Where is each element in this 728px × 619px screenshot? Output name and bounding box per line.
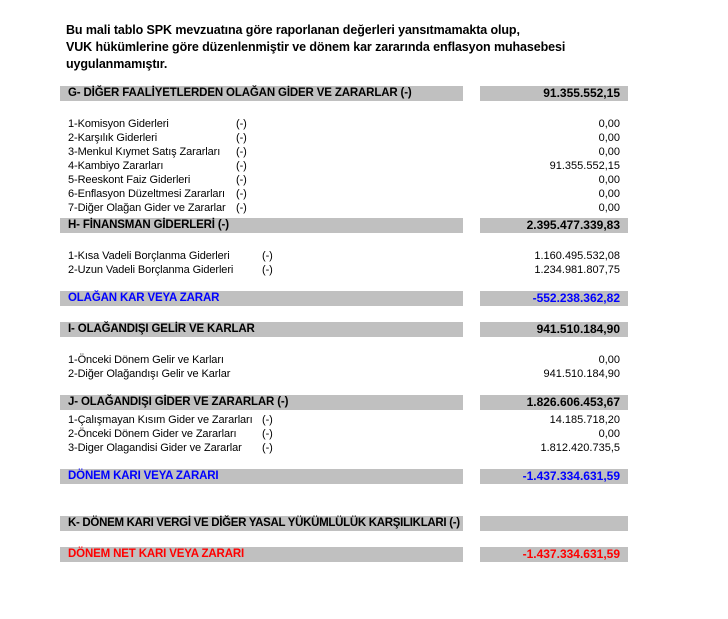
ordinary-profit-row bbox=[60, 291, 660, 306]
spacer bbox=[60, 381, 660, 395]
line-item-name: 4-Kambiyo Zararları bbox=[68, 160, 164, 172]
line-item-name: 5-Reeskont Faiz Giderleri bbox=[68, 174, 191, 186]
spacer bbox=[60, 484, 660, 504]
spacer bbox=[60, 306, 660, 322]
line-item-value: 91.355.552,15 bbox=[549, 160, 620, 172]
line-item-name: 1-Kısa Vadeli Borçlanma Giderleri bbox=[68, 250, 230, 262]
section-h-value: 2.395.477.339,83 bbox=[480, 218, 628, 233]
line-item-label bbox=[60, 367, 463, 381]
line-item-value: 0,00 bbox=[598, 118, 620, 130]
line-item-name: 3-Diger Olagandisi Gider ve Zararlar bbox=[68, 442, 242, 454]
negative-marker: (-) bbox=[236, 146, 247, 158]
line-item-value: 0,00 bbox=[598, 354, 620, 366]
section-i-label: I- OLAĞANDIŞI GELİR VE KARLAR bbox=[60, 322, 463, 337]
line-item-value: 0,00 bbox=[598, 132, 620, 144]
net-profit-value: -1.437.334.631,59 bbox=[480, 547, 628, 562]
table-row bbox=[60, 201, 660, 215]
line-item-value: 0,00 bbox=[598, 174, 620, 186]
spacer bbox=[60, 531, 660, 547]
line-item-label bbox=[60, 173, 463, 187]
section-j-value: 1.826.606.453,67 bbox=[480, 395, 628, 410]
table-row bbox=[60, 263, 660, 277]
line-item-label bbox=[60, 263, 463, 277]
table-row bbox=[60, 117, 660, 131]
line-item-label bbox=[60, 187, 463, 201]
section-heading-j bbox=[60, 395, 660, 410]
line-item-value: 1.812.420.735,5 bbox=[540, 442, 620, 454]
period-profit-row bbox=[60, 469, 660, 484]
ordinary-profit-value: -552.238.362,82 bbox=[480, 291, 628, 306]
period-profit-value: -1.437.334.631,59 bbox=[480, 469, 628, 484]
line-item-label bbox=[60, 413, 463, 427]
table-row bbox=[60, 159, 660, 173]
table-row bbox=[60, 173, 660, 187]
line-item-label bbox=[60, 353, 463, 367]
table-row bbox=[60, 427, 660, 441]
line-item-value: 941.510.184,90 bbox=[543, 368, 620, 380]
line-item-value: 1.160.495.532,08 bbox=[534, 250, 620, 262]
section-g-label: G- DİĞER FAALİYETLERDEN OLAĞAN GİDER VE ZARARLAR (-) bbox=[60, 86, 463, 101]
negative-marker: (-) bbox=[262, 442, 273, 454]
negative-marker: (-) bbox=[262, 414, 273, 426]
section-i-value: 941.510.184,90 bbox=[480, 322, 628, 337]
section-heading-k bbox=[60, 516, 660, 531]
section-j-label: J- OLAĞANDIŞI GİDER VE ZARARLAR (-) bbox=[60, 395, 463, 410]
line-item-name: 1-Çalışmayan Kısım Gider ve Zararları bbox=[68, 414, 253, 426]
line-item-label bbox=[60, 201, 463, 215]
disclaimer-line-2: VUK hükümlerine göre düzenlenmiştir ve dönem kar zararında enflasyon muhasebesi bbox=[66, 40, 566, 54]
negative-marker: (-) bbox=[236, 132, 247, 144]
ordinary-profit-label: OLAĞAN KAR VEYA ZARAR bbox=[60, 291, 463, 306]
section-h-label: H- FİNANSMAN GİDERLERİ (-) bbox=[60, 218, 463, 233]
negative-marker: (-) bbox=[262, 250, 273, 262]
line-item-label bbox=[60, 249, 463, 263]
line-item-label bbox=[60, 131, 463, 145]
negative-marker: (-) bbox=[236, 118, 247, 130]
line-item-name: 2-Diğer Olağandışı Gelir ve Karlar bbox=[68, 368, 231, 380]
net-profit-row bbox=[60, 547, 660, 562]
spacer bbox=[60, 233, 660, 249]
line-item-label bbox=[60, 145, 463, 159]
statement-table bbox=[60, 86, 660, 562]
table-row bbox=[60, 145, 660, 159]
table-row bbox=[60, 367, 660, 381]
section-heading-i bbox=[60, 322, 660, 337]
section-heading-g bbox=[60, 86, 660, 101]
line-item-value: 0,00 bbox=[598, 428, 620, 440]
table-row bbox=[60, 131, 660, 145]
net-profit-label: DÖNEM NET KARI VEYA ZARARI bbox=[60, 547, 463, 562]
table-row bbox=[60, 413, 660, 427]
negative-marker: (-) bbox=[262, 264, 273, 276]
spacer bbox=[60, 277, 660, 291]
line-item-name: 2-Önceki Dönem Gider ve Zararları bbox=[68, 428, 237, 440]
negative-marker: (-) bbox=[236, 160, 247, 172]
line-item-label bbox=[60, 441, 463, 455]
negative-marker: (-) bbox=[236, 188, 247, 200]
line-item-label bbox=[60, 117, 463, 131]
negative-marker: (-) bbox=[262, 428, 273, 440]
section-k-label: K- DÖNEM KARI VERGİ VE DİĞER YASAL YÜKÜMLÜLÜK KARŞILIKLARI (-) bbox=[60, 516, 463, 531]
spacer bbox=[60, 101, 660, 117]
line-item-name: 6-Enflasyon Düzeltmesi Zararları bbox=[68, 188, 225, 200]
line-item-name: 2-Karşılık Giderleri bbox=[68, 132, 158, 144]
line-item-name: 3-Menkul Kıymet Satış Zararları bbox=[68, 146, 221, 158]
section-k-value bbox=[480, 516, 628, 531]
negative-marker: (-) bbox=[236, 202, 247, 214]
table-row bbox=[60, 249, 660, 263]
disclaimer-line-1: Bu mali tablo SPK mevzuatına göre raporlanan değerleri yansıtmamakta olup, bbox=[66, 23, 520, 37]
line-item-value: 1.234.981.807,75 bbox=[534, 264, 620, 276]
section-heading-h bbox=[60, 218, 660, 233]
line-item-name: 1-Önceki Dönem Gelir ve Karları bbox=[68, 354, 224, 366]
disclaimer-note bbox=[66, 22, 656, 73]
negative-marker: (-) bbox=[236, 174, 247, 186]
disclaimer-line-3: uygulanmamıştır. bbox=[66, 57, 168, 71]
line-item-value: 14.185.718,20 bbox=[549, 414, 620, 426]
line-item-label bbox=[60, 427, 463, 441]
line-item-name: 7-Diğer Olağan Gider ve Zararlar bbox=[68, 202, 226, 214]
spacer bbox=[60, 337, 660, 353]
line-item-name: 2-Uzun Vadeli Borçlanma Giderleri bbox=[68, 264, 234, 276]
line-item-name: 1-Komisyon Giderleri bbox=[68, 118, 169, 130]
line-item-value: 0,00 bbox=[598, 188, 620, 200]
spacer bbox=[60, 455, 660, 469]
period-profit-label: DÖNEM KARI VEYA ZARARI bbox=[60, 469, 463, 484]
section-g-value: 91.355.552,15 bbox=[480, 86, 628, 101]
spacer bbox=[60, 504, 660, 516]
line-item-value: 0,00 bbox=[598, 146, 620, 158]
line-item-value: 0,00 bbox=[598, 202, 620, 214]
table-row bbox=[60, 353, 660, 367]
table-row bbox=[60, 187, 660, 201]
line-item-label bbox=[60, 159, 463, 173]
table-row bbox=[60, 441, 660, 455]
